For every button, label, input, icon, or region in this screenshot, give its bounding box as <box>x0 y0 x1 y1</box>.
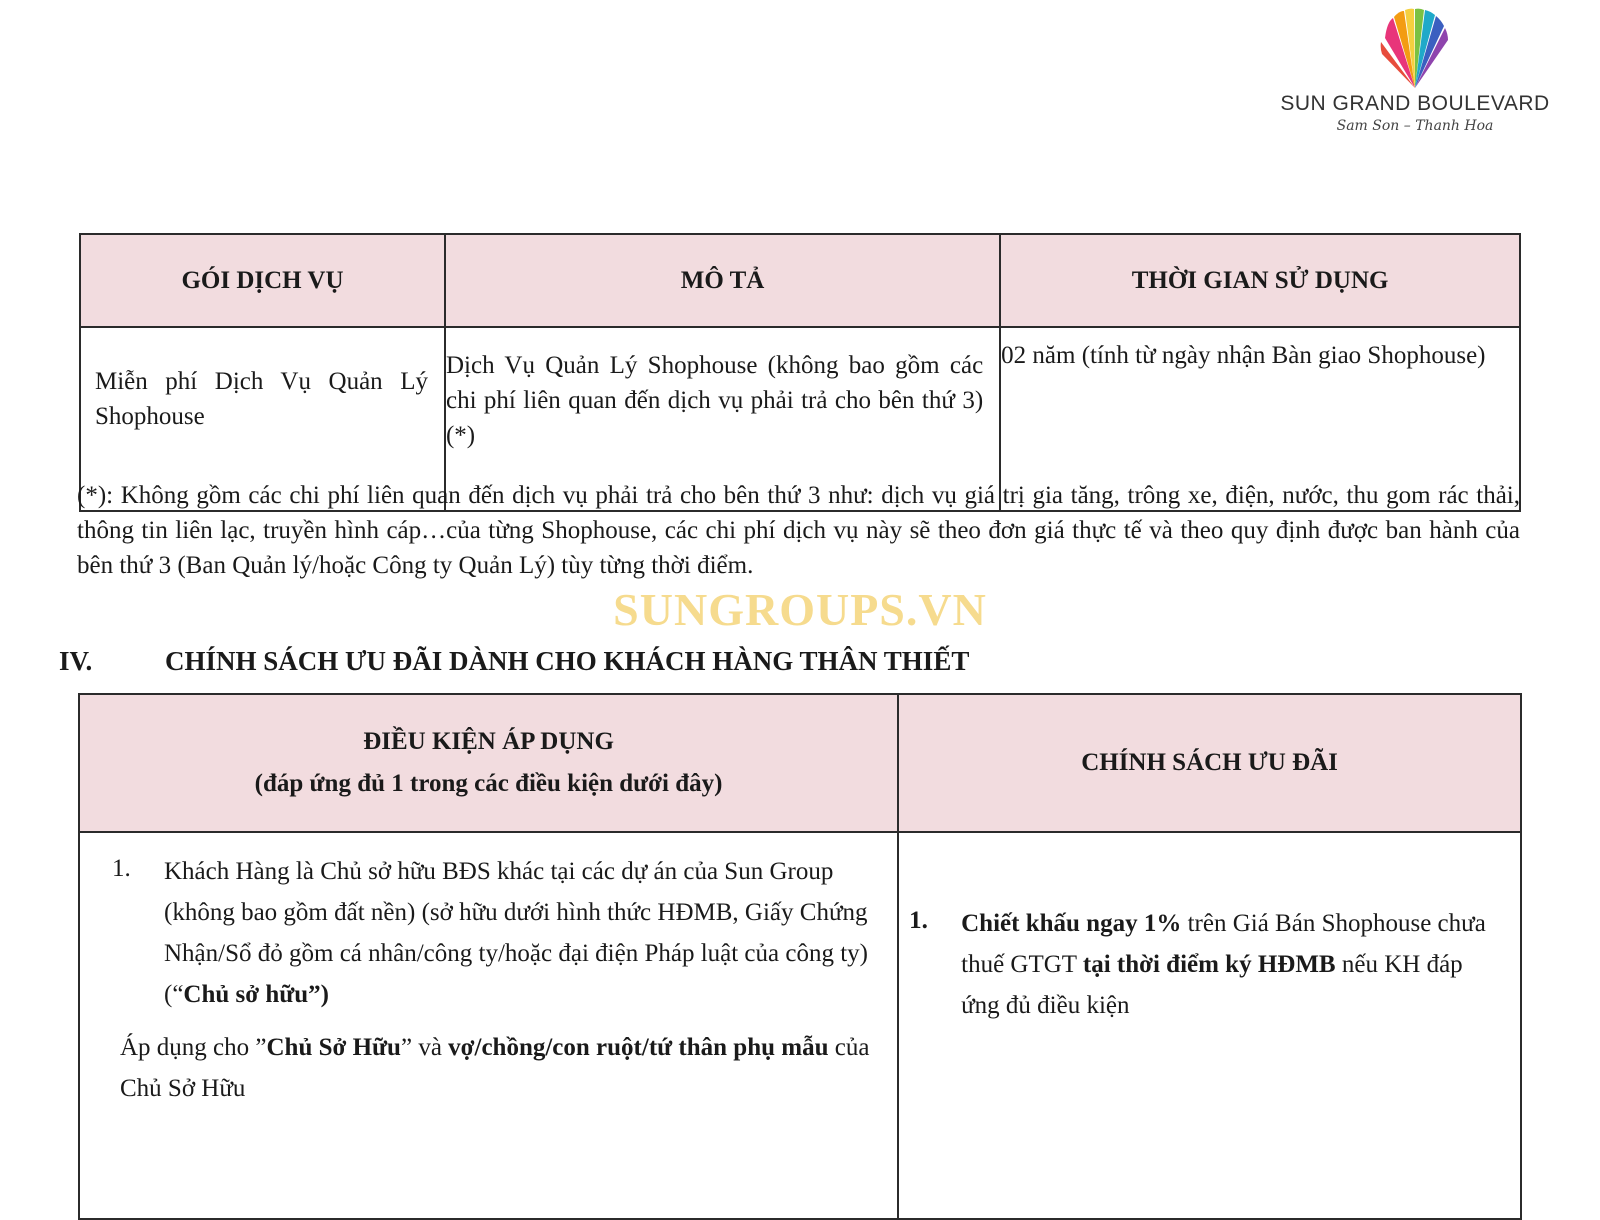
watermark: SUNGROUPS.VN <box>613 584 987 635</box>
section-heading <box>59 646 969 677</box>
section-number: IV. <box>59 646 93 676</box>
list-item <box>909 903 1500 1026</box>
service-package-table <box>79 233 1521 512</box>
policy-number: 1. <box>909 907 928 934</box>
header-condition-title: ĐIỀU KIỆN ÁP DỤNG <box>363 728 614 755</box>
header-duration: THỜI GIAN SỬ DỤNG <box>1000 234 1520 327</box>
condition-text: Khách Hàng là Chủ sở hữu BĐS khác tại các dự án của Sun Group (không bao gồm đất nền) (sở hữu dưới hình thức HĐMB, Giấy Chứng Nhận/Sổ đỏ gồm cá nhân/công ty/hoặc đại điện Pháp luật của công ty) (“Chủ sở hữu”) <box>164 858 868 1008</box>
header-condition-subtitle: (đáp ứng đủ 1 trong các điều kiện dưới đây) <box>254 770 723 797</box>
logo-tagline: Sam Son – Thanh Hoa <box>1336 118 1494 134</box>
header-condition <box>79 694 898 832</box>
policy-text: Chiết khấu ngay 1% trên Giá Bán Shophouse chưa thuế GTGT tại thời điểm ký HĐMB nếu KH đáp ứng đủ điều kiện <box>961 910 1486 1019</box>
header-policy: CHÍNH SÁCH ƯU ĐÃI <box>898 694 1521 832</box>
list-item <box>112 851 877 1015</box>
logo-name: SUN GRAND BOULEVARD <box>1280 92 1550 115</box>
policy-cell <box>898 832 1521 1219</box>
package-text: Miễn phí Dịch Vụ Quản Lý Shophouse <box>95 368 428 430</box>
loyalty-policy-table <box>78 693 1522 1220</box>
sun-fan-logo-icon <box>1375 8 1455 90</box>
section-title: CHÍNH SÁCH ƯU ĐÃI DÀNH CHO KHÁCH HÀNG THÂN THIẾT <box>165 646 970 676</box>
duration-text: 02 năm (tính từ ngày nhận Bàn giao Shophouse) <box>1001 342 1486 369</box>
brand-logo <box>1270 8 1560 134</box>
table-row <box>79 832 1521 1219</box>
footnote: (*): Không gồm các chi phí liên quan đến dịch vụ phải trả cho bên thứ 3 như: dịch vụ giá trị gia tăng, trông xe, điện, nước, thu gom rác thải, thông tin liên lạc, truyền hình cáp…của từng Shophouse, các chi phí dịch vụ này sẽ theo đơn giá thực tế và theo quy định được ban hành của bên thứ 3 (Ban Quản lý/hoặc Công ty Quản Lý) tùy từng thời điểm. <box>77 482 1520 579</box>
header-package: GÓI DỊCH VỤ <box>80 234 445 327</box>
condition-number: 1. <box>112 855 131 882</box>
description-text: Dịch Vụ Quản Lý Shophouse (không bao gồm các chi phí liên quan đến dịch vụ phải trả cho bên thứ 3) (*) <box>445 352 984 449</box>
header-description: MÔ TẢ <box>445 234 1000 327</box>
table-header-row <box>80 234 1520 327</box>
applies-to-text: Áp dụng cho ”Chủ Sở Hữu” và vợ/chồng/con ruột/tứ thân phụ mẫu của Chủ Sở Hữu <box>120 1034 870 1102</box>
table-header-row <box>79 694 1521 832</box>
condition-cell <box>79 832 898 1219</box>
